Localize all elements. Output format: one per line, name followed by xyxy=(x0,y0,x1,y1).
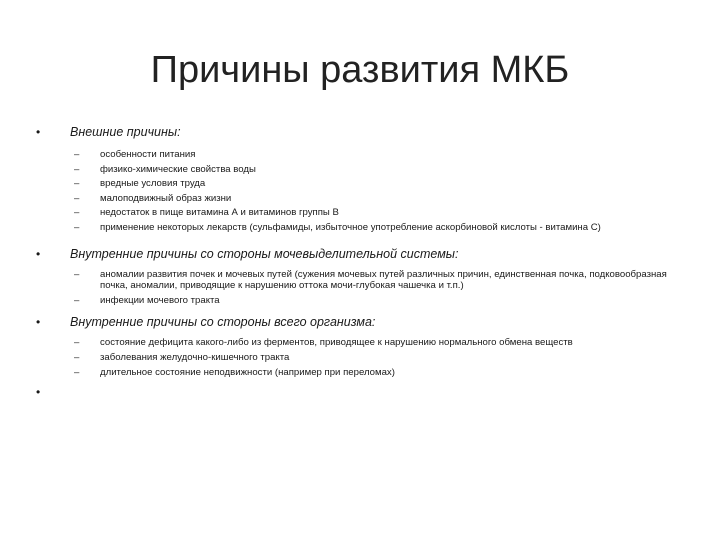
section-heading xyxy=(36,314,686,331)
section-heading-text: Внутренние причины со стороны всего организма: xyxy=(70,315,376,330)
list-item-text: состояние дефицита какого-либо из ферментов, приводящее к нарушению нормального обмена веществ xyxy=(100,337,573,349)
list-item-text: вредные условия труда xyxy=(100,178,206,190)
list-item xyxy=(36,222,686,234)
dash-icon: – xyxy=(74,337,80,349)
list-item-text: применение некоторых лекарств (сульфамиды, избыточное употребление аскорбиновой кислоты - витамина С) xyxy=(100,221,601,233)
bullet-icon: • xyxy=(36,246,41,261)
list-item xyxy=(36,178,686,190)
bullet-icon: • xyxy=(36,125,41,139)
dash-icon: – xyxy=(74,163,80,175)
list-item-text: аномалии развития почек и мочевых путей (сужения мочевых путей различных причин, единственная почка, подковообразная почка, аномалии, приводящие к нарушению оттока мочи-глубокая чашечка и т.п.) xyxy=(100,268,667,292)
slide-title: Причины развития МКБ xyxy=(150,49,570,91)
list-item-text: недостаток в пище витамина А и витаминов группы В xyxy=(100,207,339,219)
section-heading xyxy=(36,124,686,141)
section-heading-text: Внешние причины: xyxy=(70,125,181,139)
dash-icon: – xyxy=(74,178,80,190)
dash-icon: – xyxy=(74,366,80,378)
section-organism-causes xyxy=(36,314,686,378)
list-item-text: физико-химические свойства воды xyxy=(100,163,256,175)
slide-content xyxy=(36,124,686,401)
empty-bullet-icon: • xyxy=(36,385,41,400)
dash-icon: – xyxy=(74,207,80,219)
list-item xyxy=(36,295,686,307)
list-item-text: инфекции мочевого тракта xyxy=(100,294,220,306)
list-item xyxy=(36,164,686,176)
list-item xyxy=(36,352,686,364)
dash-icon: – xyxy=(74,294,80,306)
list-item xyxy=(36,193,686,205)
bullet-icon: • xyxy=(36,315,41,330)
list-item xyxy=(36,337,686,349)
dash-icon: – xyxy=(74,221,80,233)
list-item xyxy=(36,367,686,379)
list-item-text: малоподвижный образ жизни xyxy=(100,192,232,204)
section-heading-text: Внутренние причины со стороны мочевыделительной системы: xyxy=(70,246,459,261)
dash-icon: – xyxy=(74,192,80,204)
dash-icon: – xyxy=(74,268,80,280)
sub-list xyxy=(36,149,686,234)
dash-icon: – xyxy=(74,149,80,160)
section-external-causes xyxy=(36,124,686,234)
section-urinary-system-causes xyxy=(36,246,686,307)
list-item-text: особенности питания xyxy=(100,149,196,160)
dash-icon: – xyxy=(74,351,80,363)
list-item xyxy=(36,269,686,292)
list-item-text: длительное состояние неподвижности (например при переломах) xyxy=(100,366,395,378)
sub-list xyxy=(36,269,686,307)
section-heading xyxy=(36,246,686,263)
list-item-text: заболевания желудочно-кишечного тракта xyxy=(100,351,290,363)
list-item xyxy=(36,149,686,161)
list-item xyxy=(36,207,686,219)
sub-list xyxy=(36,337,686,378)
